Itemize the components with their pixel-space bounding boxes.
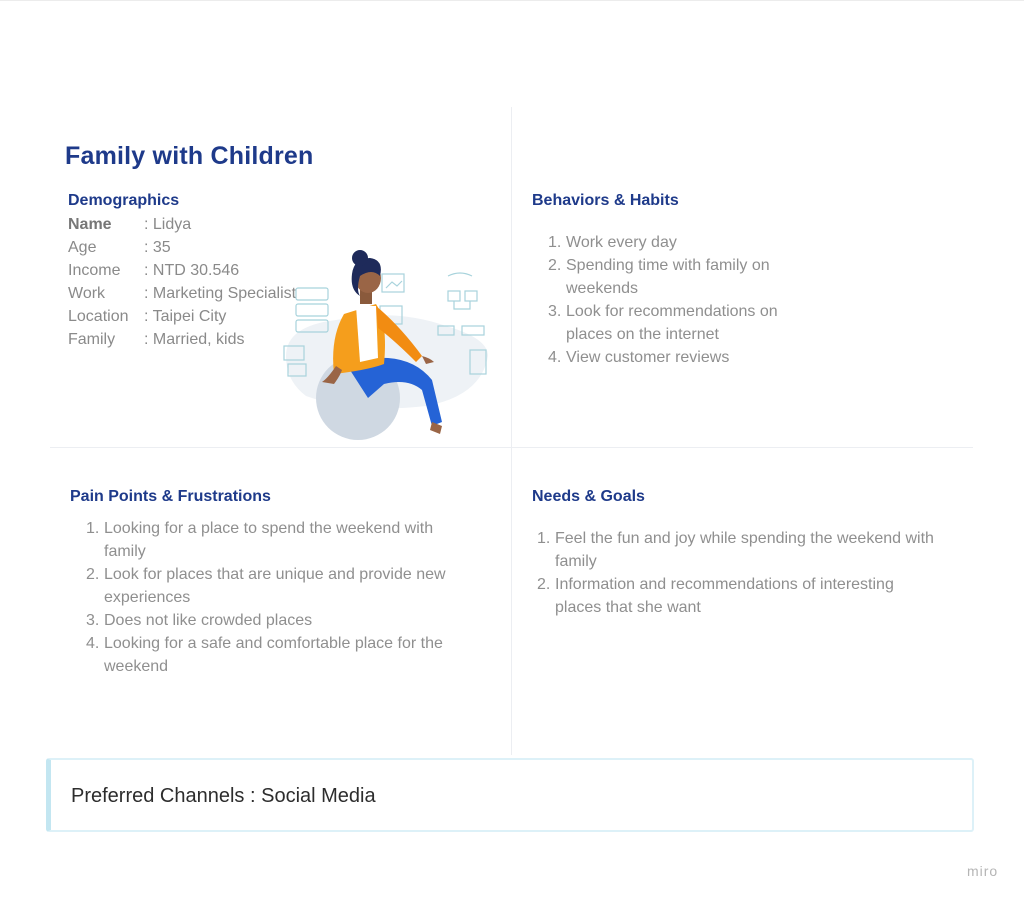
list-text: Feel the fun and joy while spending the weekend with family [555, 530, 934, 570]
preferred-channels-text [71, 760, 376, 832]
list-number: 1. [548, 234, 562, 251]
pain-points-heading: Pain Points & Frustrations [70, 488, 271, 505]
persona-illustration [276, 246, 496, 451]
list-item [537, 527, 937, 573]
list-item [537, 573, 937, 619]
preferred-channels-value: : Social Media [244, 785, 376, 807]
demographics-label: Name [68, 216, 112, 233]
list-number: 1. [537, 530, 551, 547]
list-number: 2. [86, 566, 100, 583]
list-number: 4. [86, 635, 100, 652]
list-number: 3. [86, 612, 100, 629]
list-number: 2. [548, 257, 562, 274]
behaviors-list [548, 231, 798, 369]
preferred-channels-label: Preferred Channels [71, 785, 245, 807]
list-number: 4. [548, 349, 562, 366]
list-text: Does not like crowded places [104, 612, 313, 629]
list-text: Look for recommendations on places on the internet [566, 303, 778, 343]
demographics-label: Work [68, 285, 106, 302]
demographics-row-name [68, 213, 318, 236]
list-item [86, 563, 476, 609]
list-text: Work every day [566, 234, 677, 251]
list-item [86, 609, 476, 632]
demographics-heading: Demographics [68, 192, 180, 209]
behaviors-heading: Behaviors & Habits [532, 192, 679, 209]
demographics-value: : NTD 30.546 [144, 262, 240, 279]
demographics-value: : Marketing Specialist [144, 285, 297, 302]
list-item [86, 632, 476, 678]
demographics-value: : Lidya [144, 216, 192, 233]
needs-list [537, 527, 937, 619]
list-item [548, 254, 798, 300]
needs-heading: Needs & Goals [532, 488, 645, 505]
list-number: 3. [548, 303, 562, 320]
list-number: 2. [537, 576, 551, 593]
list-text: Look for places that are unique and provide new experiences [104, 566, 446, 606]
miro-logo: miro [967, 863, 999, 879]
demographics-value: : Taipei City [144, 308, 227, 325]
list-text: Information and recommendations of interesting places that she want [555, 576, 894, 616]
horizontal-divider [50, 447, 973, 448]
persona-title: Family with Children [65, 142, 314, 170]
demographics-value: : Married, kids [144, 331, 245, 348]
vertical-divider [511, 107, 512, 755]
list-text: Looking for a place to spend the weekend with family [104, 520, 434, 560]
woman-sitting-on-ball-illustration [276, 246, 496, 446]
pain-points-list [86, 517, 476, 678]
list-item [548, 300, 798, 346]
demographics-label: Age [68, 239, 97, 256]
demographics-label: Location [68, 308, 129, 325]
demographics-value: : 35 [144, 239, 171, 256]
list-text: Looking for a safe and comfortable place for the weekend [104, 635, 443, 675]
top-divider [0, 0, 1024, 1]
list-number: 1. [86, 520, 100, 537]
preferred-channels-card [46, 758, 974, 832]
demographics-label: Income [68, 262, 121, 279]
list-item [86, 517, 476, 563]
list-text: View customer reviews [566, 349, 730, 366]
list-item [548, 231, 798, 254]
list-item [548, 346, 798, 369]
list-text: Spending time with family on weekends [566, 257, 770, 297]
demographics-label: Family [68, 331, 116, 348]
